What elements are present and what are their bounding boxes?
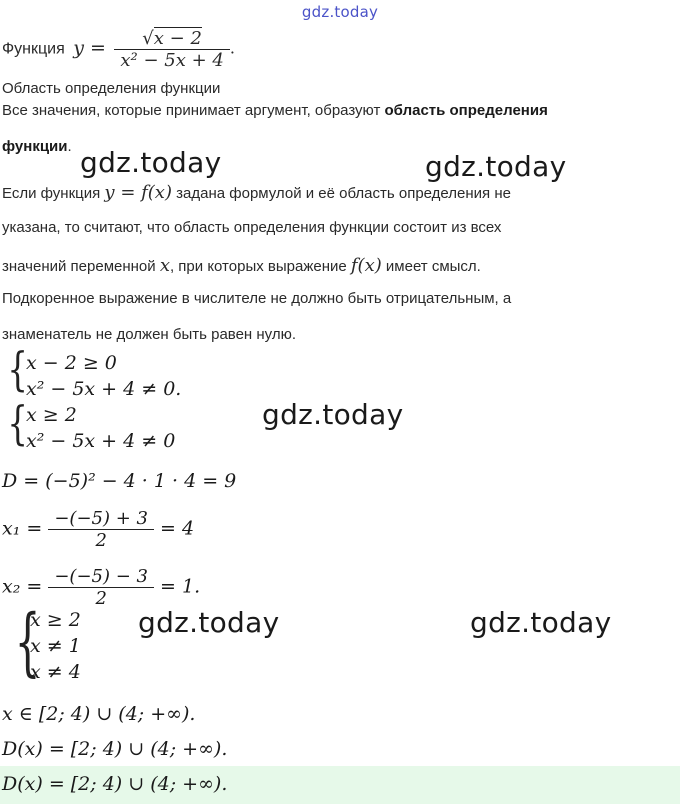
paragraph-2 bbox=[2, 182, 511, 203]
answer-line: D(x) = [2; 4) ∪ (4; +∞). bbox=[2, 773, 228, 795]
paragraph-4 bbox=[2, 255, 481, 276]
p1-text: Все значения, которые принимает аргумент, образуют bbox=[2, 102, 385, 119]
root2-den: 2 bbox=[48, 587, 154, 609]
p1-bold-term: область определения bbox=[384, 102, 548, 119]
intro-y: y = bbox=[73, 36, 106, 59]
intro-num-text: x − 2 bbox=[153, 28, 202, 49]
root1-lhs: x₁ = bbox=[2, 517, 43, 540]
paragraph-6: знаменатель не должен быть равен нулю. bbox=[2, 326, 297, 343]
root2-fraction bbox=[48, 566, 154, 609]
p4-text-a: значений переменной bbox=[2, 258, 160, 275]
watermark-1: gdz.today bbox=[80, 146, 222, 179]
watermark-4: gdz.today bbox=[138, 606, 280, 639]
system1-line-1: x − 2 ≥ 0 bbox=[26, 352, 117, 374]
watermark-5: gdz.today bbox=[470, 606, 612, 639]
paragraph-3: указана, то считают, что область определения функции состоит из всех bbox=[2, 219, 502, 236]
p2-formula: y = f(x) bbox=[104, 182, 172, 203]
system1-line-2: x² − 5x + 4 ≠ 0. bbox=[26, 378, 182, 400]
intro-fraction bbox=[114, 28, 229, 71]
system3-brace-icon: { bbox=[14, 599, 41, 685]
p4-text-c: имеет смысл. bbox=[381, 258, 481, 275]
paragraph-1b bbox=[2, 138, 72, 155]
p1-bold-term-b: функции bbox=[2, 138, 68, 155]
root1-den: 2 bbox=[48, 529, 154, 551]
domain-line: D(x) = [2; 4) ∪ (4; +∞). bbox=[2, 738, 228, 760]
p4-fx: f(x) bbox=[350, 255, 382, 276]
intro-period: . bbox=[229, 38, 235, 58]
root1-num: −(−5) + 3 bbox=[54, 508, 148, 529]
paragraph-5: Подкоренное выражение в числителе не должно быть отрицательным, а bbox=[2, 290, 512, 307]
cut-text: Область определения функции bbox=[2, 80, 221, 97]
set-line: x ∈ [2; 4) ∪ (4; +∞). bbox=[2, 703, 196, 725]
intro-numerator bbox=[114, 28, 229, 49]
root1 bbox=[2, 508, 194, 551]
system2-line-2: x² − 5x + 4 ≠ 0 bbox=[26, 430, 176, 452]
root2-lhs: x₂ = bbox=[2, 575, 43, 598]
system3-line-1: x ≥ 2 bbox=[30, 609, 81, 631]
root1-fraction bbox=[48, 508, 154, 551]
p4-text-b: , при которых выражение bbox=[169, 258, 351, 275]
intro-line bbox=[2, 28, 235, 71]
p1-end: . bbox=[67, 138, 72, 155]
watermark-3: gdz.today bbox=[262, 398, 404, 431]
system3-line-2: x ≠ 1 bbox=[30, 635, 81, 657]
system2-line-1: x ≥ 2 bbox=[26, 404, 77, 426]
site-title[interactable]: gdz.today bbox=[301, 3, 379, 21]
intro-label: Функция bbox=[2, 40, 65, 58]
system3-line-3: x ≠ 4 bbox=[30, 661, 81, 683]
sqrt-icon: √ bbox=[142, 28, 154, 49]
p2-text-b: задана формулой и её область определения не bbox=[171, 185, 511, 202]
root2-num: −(−5) − 3 bbox=[54, 566, 148, 587]
p4-x: x bbox=[159, 255, 170, 276]
paragraph-1 bbox=[2, 102, 548, 119]
system2-brace-icon: { bbox=[7, 396, 28, 450]
p2-text-a: Если функция bbox=[2, 185, 105, 202]
intro-denominator: x² − 5x + 4 bbox=[114, 49, 229, 71]
discriminant: D = (−5)² − 4 · 1 · 4 = 9 bbox=[2, 470, 237, 492]
root1-rhs: = 4 bbox=[160, 517, 195, 540]
watermark-2: gdz.today bbox=[425, 150, 567, 183]
system1-brace-icon: { bbox=[7, 342, 28, 396]
root2-rhs: = 1. bbox=[160, 575, 201, 598]
cut-text-clip bbox=[2, 80, 302, 97]
